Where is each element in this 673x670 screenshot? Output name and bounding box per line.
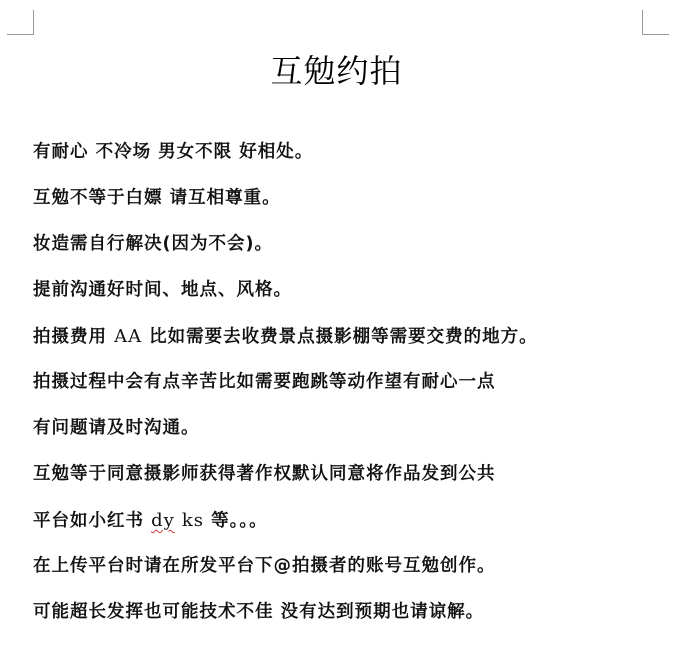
paragraph-line <box>33 320 663 366</box>
paragraph-line: 提前沟通好时间、地点、风格。 <box>33 280 292 300</box>
page-corner-mark-top-right <box>642 10 669 35</box>
latin-text: ks <box>181 510 205 531</box>
page-corner-mark-top-left <box>7 10 34 35</box>
paragraph-line: 在上传平台时请在所发平台下@拍摄者的账号互勉创作。 <box>33 556 496 576</box>
paragraph-line: 可能超长发挥也可能技术不佳 没有达到预期也请谅解。 <box>33 602 485 622</box>
paragraph-line <box>33 504 663 550</box>
paragraph-line: 有问题请及时沟通。 <box>33 418 200 438</box>
spellcheck-flagged-word[interactable]: dy <box>151 510 175 531</box>
line-text: 等。。。 <box>204 511 268 531</box>
line-text: 比如需要去收费景点摄影棚等需要交费的地方。 <box>142 327 538 347</box>
paragraph-line: 妆造需自行解决(因为不会)。 <box>33 234 273 254</box>
paragraph-line: 拍摄过程中会有点辛苦比如需要跑跳等动作望有耐心一点 <box>33 372 496 392</box>
line-text: 拍摄费用 <box>33 327 115 347</box>
paragraph-line: 互勉不等于白嫖 请互相尊重。 <box>33 188 281 208</box>
document-body <box>33 136 663 642</box>
latin-text: AA <box>114 326 143 347</box>
line-text <box>175 511 182 531</box>
paragraph-line: 有耐心 不冷场 男女不限 好相处。 <box>33 142 314 162</box>
document-title: 互勉约拍 <box>270 52 403 90</box>
paragraph-line: 互勉等于同意摄影师获得著作权默认同意将作品发到公共 <box>33 464 496 484</box>
line-text: 平台如小红书 <box>33 511 152 531</box>
